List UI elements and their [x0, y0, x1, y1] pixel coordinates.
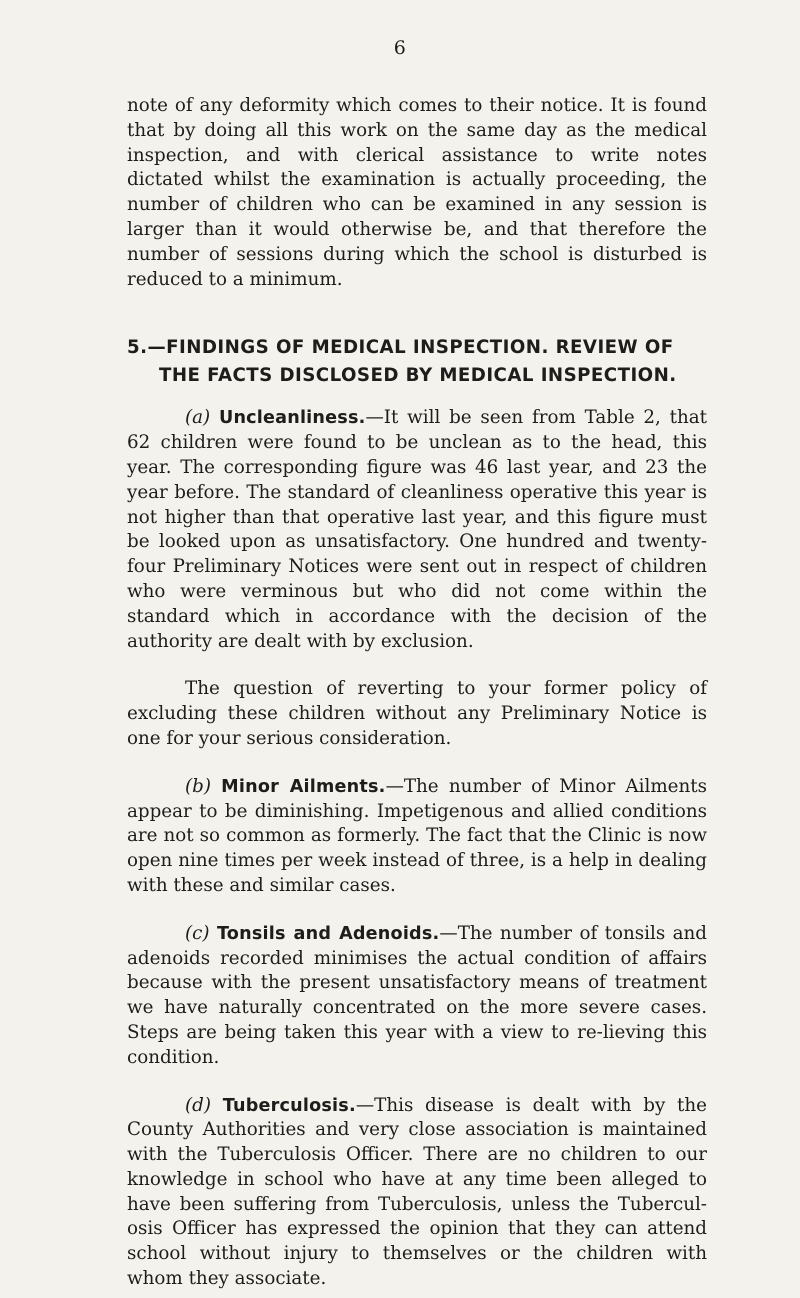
subsection-title: Uncleanliness.: [218, 408, 366, 429]
subsection-letter: (c): [185, 922, 210, 944]
section-heading-line-1: 5.—FINDINGS OF MEDICAL INSPECTION. REVIEW OF: [127, 337, 674, 359]
subsection-tuberculosis: [127, 1094, 707, 1292]
section-heading: [127, 334, 707, 390]
subsection-minor-ailments: [127, 775, 707, 899]
subsection-tonsils-adenoids: [127, 922, 707, 1071]
subsection-text: —It will be seen from Table 2, that 62 children were found to be unclean as to the head, this year. The corresponding figure was 46 last year, and 23 the year before. The standard of cleanliness operative this year is not higher than that operative last year, and this figure must be looked upon as unsatisfactory. One hundred and twenty-four Preliminary Notices were sent out in respect of children who were verminous but who did not come within the standard which in accordance with the decision of the authority are dealt with by exclusion.: [127, 407, 707, 652]
subsection-letter: (d): [185, 1094, 211, 1116]
intro-paragraph: note of any deformity which comes to their notice. It is found that by doing all this work on the same day as the medical inspection, and with clerical assistance to write notes dictated whilst the examination is actually proceeding, the number of children who can be examined in any session is larger than it would otherwise be, and that therefore the number of sessions during which the school is disturbed is reduced to a minimum.: [127, 95, 707, 290]
subsection-title: Minor Ailments.: [221, 776, 386, 797]
subsection-title: Tonsils and Adenoids.: [216, 923, 440, 944]
subsection-text: —The number of Minor Ailments appear to be diminishing. Impetigenous and allied conditions are not so common as formerly. The fact that the Clinic is now open nine times per week instead of three, is a help in dealing with these and similar cases.: [127, 775, 707, 896]
page-number: 6: [393, 37, 407, 59]
subsection-text: —This disease is dealt with by the County Authorities and very close association is maintained with the Tuberculosis Officer. There are no children to our knowledge in school who have at any time been alleged to have been suffering from Tuberculosis, unless the Tubercul-osis Officer has expressed the opinion that they can attend school without injury to themselves or the children with whom they associate.: [127, 1094, 707, 1290]
paragraph-exclusion-policy: The question of reverting to your former policy of excluding these children without any Preliminary Notice is one for your serious consideration.: [127, 678, 707, 749]
subsection-title: Tuberculosis.: [222, 1095, 356, 1116]
subsection-letter: (a): [185, 407, 211, 429]
subsection-uncleanliness: [127, 406, 707, 654]
subsection-letter: (b): [185, 775, 211, 797]
page-content: [127, 94, 707, 1292]
subsection-text: —The number of tonsils and adenoids recorded minimises the actual condition of affairs because with the present unsatisfactory means of treatment we have naturally concentrated on the more severe cases. Steps are being taken this year with a view to re-lieving this condition.: [127, 922, 708, 1068]
section-heading-line-2: THE FACTS DISCLOSED BY MEDICAL INSPECTION.: [159, 365, 677, 387]
